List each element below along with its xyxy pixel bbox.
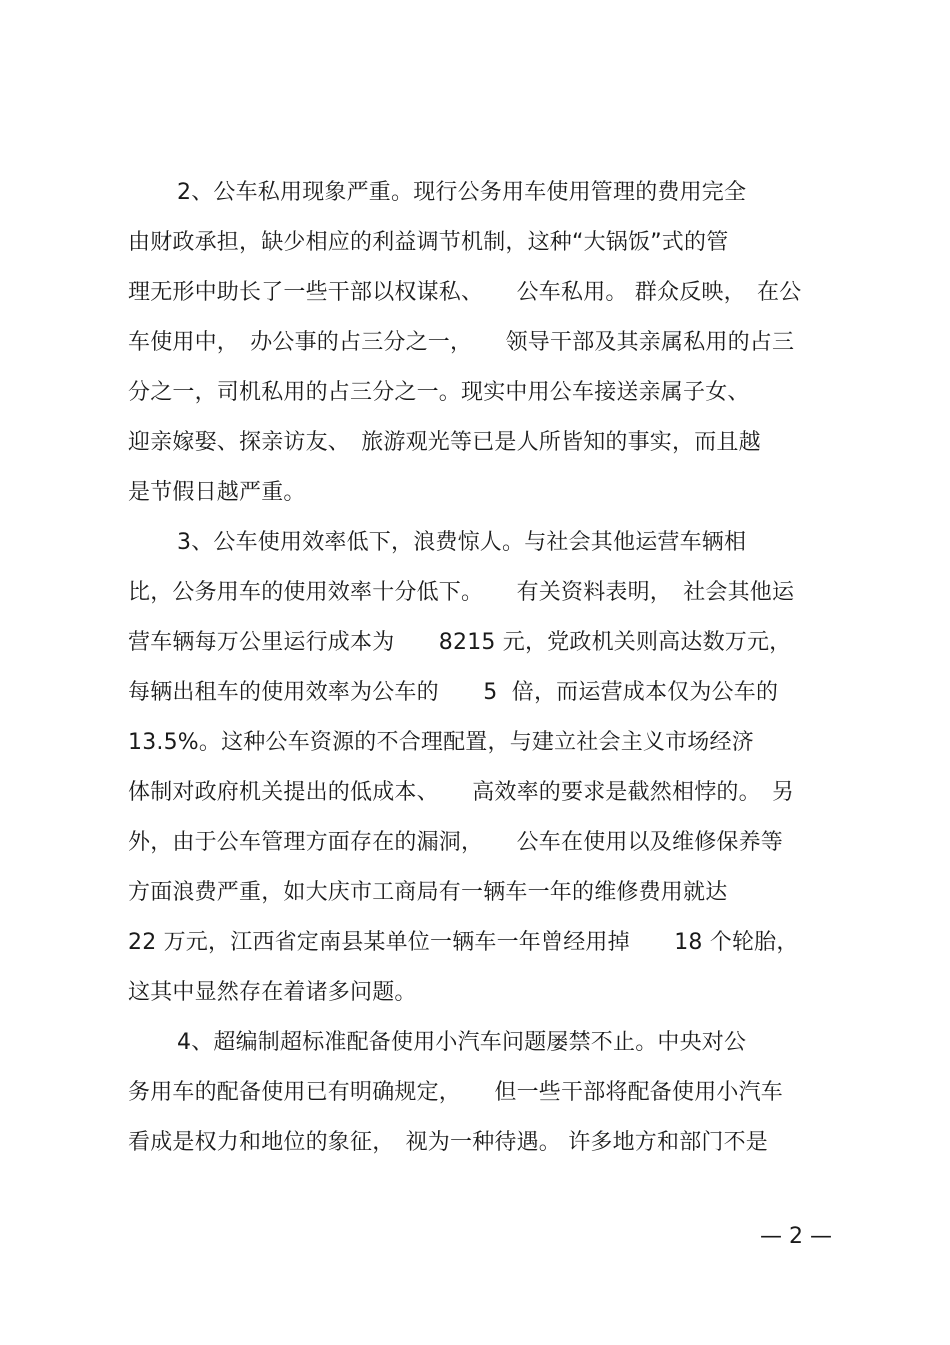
paragraph-line: 是节假日越严重。 (128, 480, 306, 505)
paragraph-line: 3、公车使用效率低下，浪费惊人。与社会其他运营车辆相 (177, 530, 747, 555)
paragraph-line: 比，公务用车的使用效率十分低下。 有关资料表明， 社会其他运 (128, 580, 795, 605)
paragraph-line: 2、公车私用现象严重。现行公务用车使用管理的费用完全 (177, 180, 747, 205)
paragraph-line: 这其中显然存在着诸多问题。 (128, 980, 417, 1005)
paragraph-line: 务用车的配备使用已有明确规定， 但一些干部将配备使用小汽车 (128, 1080, 784, 1105)
paragraph-line: 理无形中助长了一些干部以权谋私、 公车私用。 群众反映， 在公 (128, 280, 802, 305)
paragraph-line: 13.5%。这种公车资源的不合理配置，与建立社会主义市场经济 (128, 730, 754, 755)
paragraph-line: 分之一，司机私用的占三分之一。现实中用公车接送亲属子女、 (128, 380, 750, 405)
page-number: — 2 — (760, 1224, 832, 1249)
paragraph-line: 营车辆每万公里运行成本为 8215 元，党政机关则高达数万元， (128, 630, 792, 655)
paragraph-line: 每辆出租车的使用效率为公车的 5 倍，而运营成本仅为公车的 (128, 680, 779, 705)
paragraph-line: 体制对政府机关提出的低成本、 高效率的要求是截然相悖的。 另 (128, 780, 795, 805)
paragraph-line: 看成是权力和地位的象征， 视为一种待遇。 许多地方和部门不是 (128, 1130, 768, 1155)
paragraph-line: 车使用中， 办公事的占三分之一， 领导干部及其亲属私用的占三 (128, 330, 795, 355)
paragraph-line: 外，由于公车管理方面存在的漏洞， 公车在使用以及维修保养等 (128, 830, 784, 855)
paragraph-line: 迎亲嫁娶、探亲访友、 旅游观光等已是人所皆知的事实，而且越 (128, 430, 761, 455)
paragraph-line: 由财政承担，缺少相应的利益调节机制，这种“大锅饭”式的管 (128, 230, 729, 255)
paragraph-line: 方面浪费严重，如大庆市工商局有一辆车一年的维修费用就达 (128, 880, 728, 905)
paragraph-line: 4、超编制超标准配备使用小汽车问题屡禁不止。中央对公 (177, 1030, 747, 1055)
paragraph-line: 22 万元，江西省定南县某单位一辆车一年曾经用掉 18 个轮胎， (128, 930, 799, 955)
